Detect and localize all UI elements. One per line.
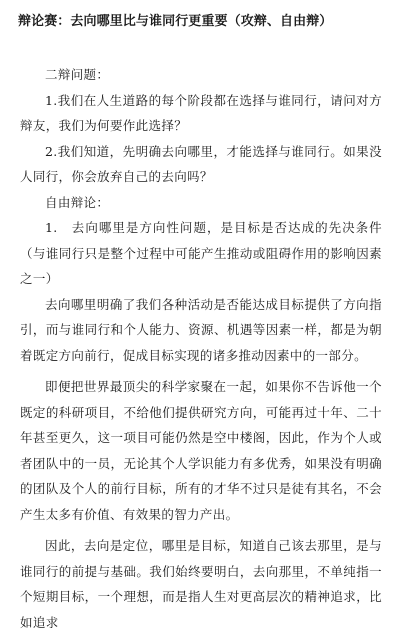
body-paragraph: 因此，去向是定位，哪里是目标，知道自己该去那里，是与谁同行的前提与基础。我们始终要明白，去向那里，不单纯指一个短期目标，一个理想，而是指人生对更高层次的精神追求，比如追求 xyxy=(20,538,382,630)
body-paragraph: 去向哪里明确了我们各种活动是否能达成目标提供了方向指引，而与谁同行和个人能力、资源、机遇等因素一样，都是为朝着既定方向前行，促成目标实现的诸多推动因素中的一部分。 xyxy=(20,296,382,363)
document-body xyxy=(20,62,382,635)
section-heading-free-debate: 自由辩论： xyxy=(45,194,110,210)
document-title: 辩论赛：去向哪里比与谁同行更重要（攻辩、自由辩） xyxy=(18,14,333,29)
body-paragraph: 1. 去向哪里是方向性问题，是目标是否达成的先决条件（与谁同行只是整个过程中可能产生推动或阻碍作用的影响因素之一） xyxy=(20,220,382,286)
question-paragraph: 2.我们知道，先明确去向哪里，才能选择与谁同行。如果没人同行，你会放弃自己的去向吗？ xyxy=(20,143,382,184)
body-paragraph: 即便把世界最顶尖的科学家聚在一起，如果你不告诉他一个既定的科研项目，不给他们提供研究方向，可能再过十年、二十年甚至更久，这一项目可能仍然是空中楼阁，因此，作为个人或者团队中的一员，无论其个人学识能力有多优秀，如果没有明确的团队及个人的前行目标，所有的才华不过只是徒有其名，不会产生太多有价值、有效果的智力产出。 xyxy=(20,379,382,522)
question-paragraph: 1.我们在人生道路的每个阶段都在选择与谁同行，请问对方辩友，我们为何要作此选择？ xyxy=(20,92,382,133)
section-heading-second-debater-questions: 二辩问题： xyxy=(45,67,110,82)
